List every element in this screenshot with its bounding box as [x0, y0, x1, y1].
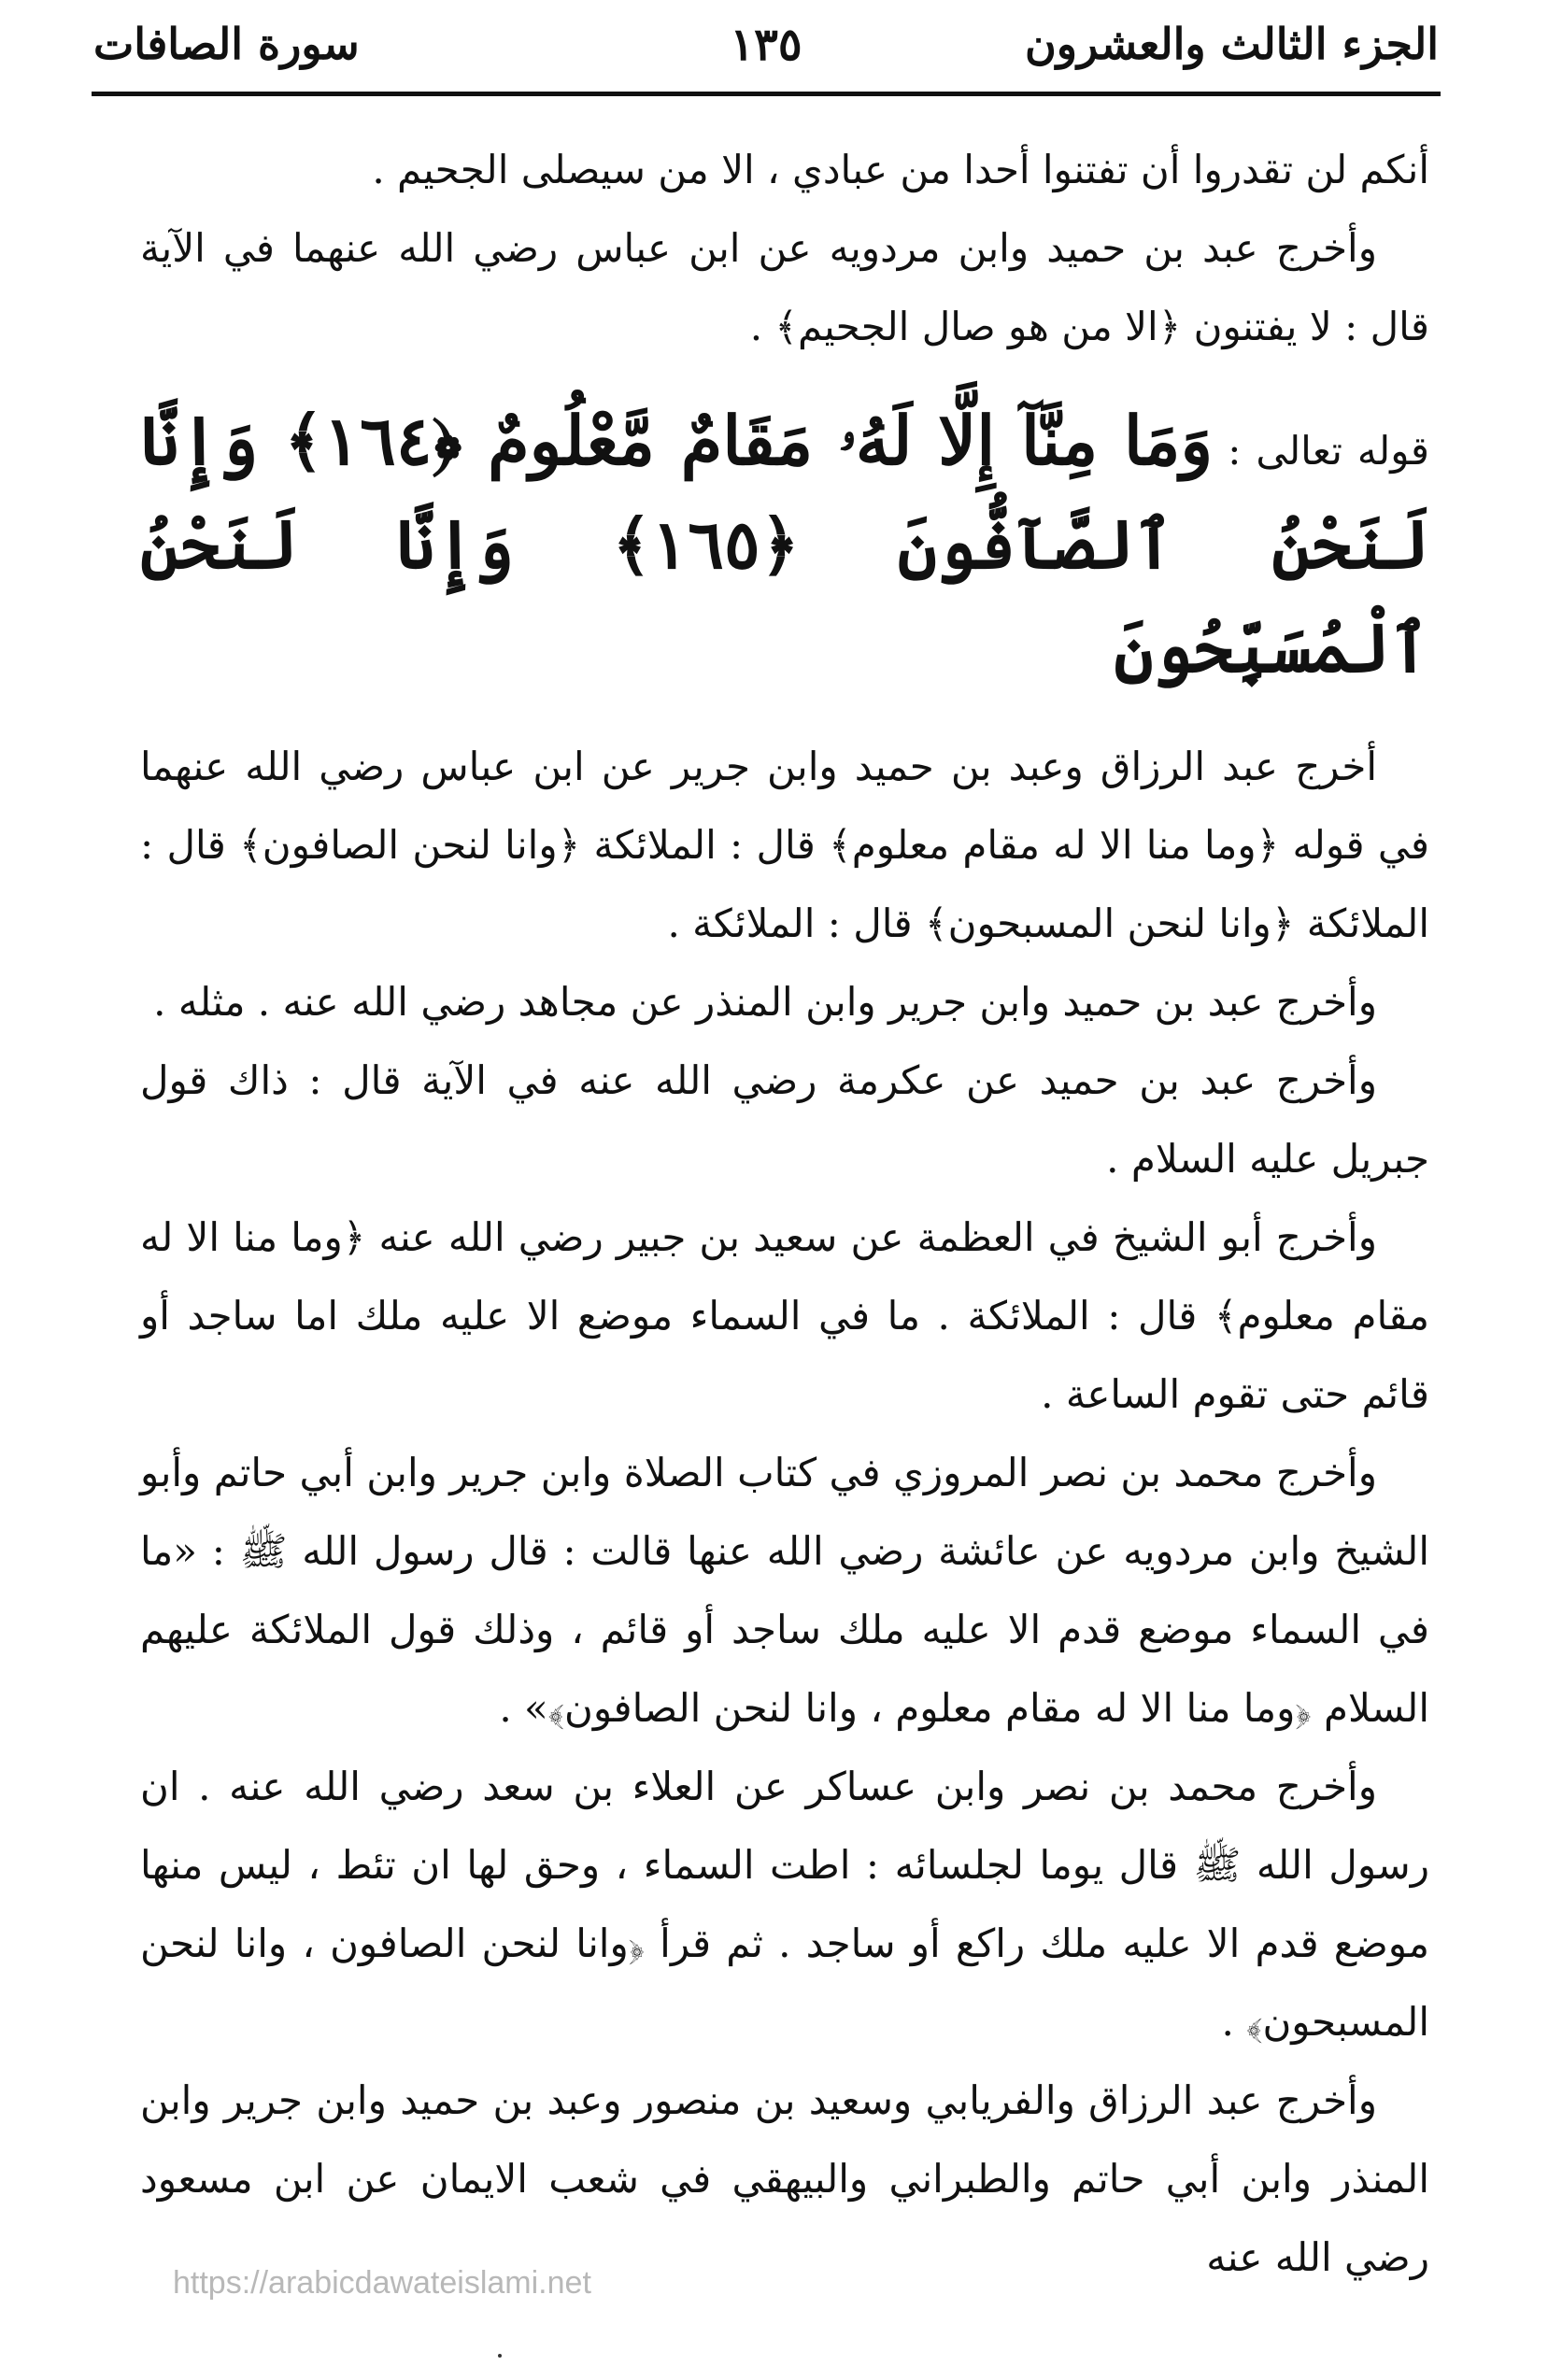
paragraph: وأخرج محمد بن نصر المروزي في كتاب الصلاة وابن جرير وابن أبي حاتم وأبو الشيخ وابن مردويه عن عائشة رضي الله عنها قالت : قال رسول الله ﷺ : «ما في السماء موضع قدم الا عليه ملك ساجد أو قائم ، وذلك قول الملائكة عليهم السلام ﴿وما منا الا له مقام معلوم ، وانا لنحن الصافون﴾» .	[140, 1450, 1429, 1731]
paragraph: وأخرج عبد بن حميد وابن جرير وابن المنذر عن مجاهد رضي الله عنه . مثله .	[153, 979, 1377, 1025]
verse-text: وَمَا مِنَّآ إِلَّا لَهُۥ مَقَامٌ مَّعْلُومٌ ﴿١٦٤﴾ وَإِنَّا لَنَحْنُ ٱلصَّآفُّونَ ﴿١٦٥﴾ وَإِنَّا لَنَحْنُ ٱلْمُسَبِّحُونَ	[140, 401, 1429, 687]
quran-verse-block	[140, 394, 1429, 705]
verse-intro: قوله تعالى :	[1228, 428, 1429, 474]
header-rule	[92, 92, 1441, 96]
page-header	[93, 11, 1439, 77]
page-number: ١٣٥	[730, 19, 802, 71]
surah-title: سورة الصافات	[93, 19, 360, 69]
footer-mark	[498, 2354, 502, 2358]
paragraph: وأخرج عبد بن حميد وابن مردويه عن ابن عباس رضي الله عنهما في الآية قال : لا يفتنون ﴿الا من هو صال الجحيم﴾ .	[140, 225, 1429, 349]
paragraph: وأخرج عبد الرزاق والفريابي وسعيد بن منصور وعبد بن حميد وابن جرير وابن المنذر وابن أبي حاتم والطبراني والبيهقي في شعب الايمان عن ابن مسعود رضي الله عنه	[140, 2077, 1429, 2280]
part-title: الجزء الثالث والعشرون	[1024, 19, 1439, 69]
paragraph: وأخرج عبد بن حميد عن عكرمة رضي الله عنه في الآية قال : ذاك قول جبريل عليه السلام .	[140, 1057, 1429, 1182]
paragraph: وأخرج أبو الشيخ في العظمة عن سعيد بن جبير رضي الله عنه ﴿وما منا الا له مقام معلوم﴾ قال : الملائكة . ما في السماء موضع الا عليه ملك اما ساجد أو قائم حتى تقوم الساعة .	[140, 1214, 1429, 1417]
commentary	[140, 728, 1429, 2297]
paragraph: أخرج عبد الرزاق وعبد بن حميد وابن جرير عن ابن عباس رضي الله عنهما في قوله ﴿وما منا الا له مقام معلوم﴾ قال : الملائكة ﴿وانا لنحن الصافون﴾ قال : الملائكة ﴿وانا لنحن المسبحون﴾ قال : الملائكة .	[140, 744, 1429, 946]
paragraph: أنكم لن تقدروا أن تفتنوا أحدا من عبادي ، الا من سيصلى الجحيم .	[372, 147, 1429, 192]
page-body	[140, 131, 1429, 2297]
paragraph: وأخرج محمد بن نصر وابن عساكر عن العلاء بن سعد رضي الله عنه . ان رسول الله ﷺ قال يوما لجلسائه : اطت السماء ، وحق لها ان تئط ، ليس منها موضع قدم الا عليه ملك راكع أو ساجد . ثم قرأ ﴿وانا لنحن الصافون ، وانا لنحن المسبحون﴾ .	[140, 1764, 1429, 2045]
watermark-url: https://arabicdawateislami.net	[173, 2265, 591, 2301]
